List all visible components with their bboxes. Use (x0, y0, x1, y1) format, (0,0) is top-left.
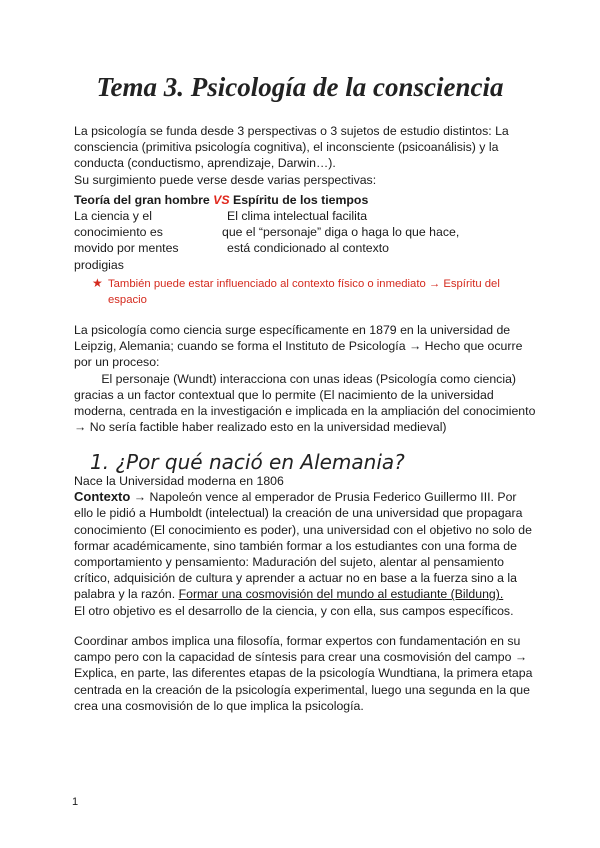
history-line: por un proceso: (74, 355, 160, 370)
comparison-heading (74, 192, 534, 208)
history-line: Leipzig, Alemania; cuando se forma el Instituto de Psicología → Hecho que ocurre (74, 339, 523, 354)
section-body (74, 473, 534, 619)
section-line: comportamiento y pensamiento: Maduración del sujeto, alentar al pensamiento (74, 555, 504, 570)
plain-text: palabra y la razón. (74, 587, 179, 602)
contexto-line (74, 489, 534, 505)
history-line: gracias a un factor contextual que lo permite (El nacimiento de la universidad (74, 387, 494, 402)
section-line-final (74, 586, 534, 602)
history-paragraph (74, 322, 534, 435)
vs-label: VS (213, 193, 230, 207)
conclusion-line: centrada en la creación de la psicología experimental, luego una segunda en la que (74, 682, 530, 697)
conclusion-paragraph (74, 633, 534, 714)
contexto-text: → Napoleón vence al emperador de Prusia Federico Guillermo III. Por (130, 490, 517, 505)
left-column-line: movido por mentes (74, 241, 179, 256)
right-column-line: que el “personaje” diga o haga lo que hace, (222, 225, 460, 240)
page-number: 1 (72, 796, 79, 808)
section-subtitle: Nace la Universidad moderna en 1806 (74, 474, 284, 488)
note-callout (92, 276, 500, 308)
history-line: El personaje (Wundt) interacciona con unas ideas (Psicología como ciencia) (74, 371, 516, 386)
intro-line: consciencia (primitiva psicología cognitiva), el inconsciente (psicoanálisis) y la (74, 140, 499, 155)
history-line: La psicología como ciencia surge específicamente en 1879 en la universidad de (74, 323, 511, 337)
section-line: formar académicamente, sino también formar a los estudiantes con una forma de (74, 538, 517, 553)
left-column-line: La ciencia y el (74, 209, 152, 223)
left-column-line: conocimiento es (74, 225, 163, 240)
comparison-right-column (222, 208, 459, 257)
right-column-line: está condicionado al contexto (227, 241, 390, 256)
comparison-left-column (74, 208, 179, 273)
intro-line: Su surgimiento puede verse desde varias perspectivas: (74, 172, 377, 187)
conclusion-line: Coordinar ambos implica una filosofía, formar expertos con fundamentación en su (74, 634, 521, 648)
conclusion-line: crea una cosmovisión de lo que implica la psicología. (74, 698, 364, 713)
note-line: También puede estar influenciado al contexto físico o inmediato → Espíritu del (108, 278, 500, 290)
right-heading: Espíritu de los tiempos (229, 193, 369, 207)
section-heading: 1. ¿Por qué nació en Alemania? (90, 450, 405, 474)
star-icon: ★ (92, 276, 103, 290)
section-closing: El otro objetivo es el desarrollo de la ciencia, y con ella, sus campos específicos. (74, 603, 514, 618)
section-line: crítico, adquisición de cultura y aprender a actuar no en base a la fuerza sino a la (74, 571, 517, 586)
right-column-line: El clima intelectual facilita (227, 209, 368, 223)
conclusion-line: Explica, en parte, las diferentes etapas de la psicología Wundtiana, la primera etapa (74, 666, 533, 681)
section-line: ello le pidió a Humboldt (intelectual) la creación de una universidad que propagara (74, 506, 523, 521)
intro-line: La psicología se funda desde 3 perspectivas o 3 sujetos de estudio distintos: La (74, 124, 509, 138)
underlined-text: Formar una cosmovisión del mundo al estudiante (Bildung). (178, 587, 504, 602)
conclusion-line: campo pero con la capacidad de síntesis para crear una cosmovisión del campo → (74, 650, 528, 665)
section-line: conocimiento (El conocimiento es poder), una universidad con el objetivo no solo de (74, 522, 532, 537)
note-line: espacio (108, 293, 147, 306)
history-line: moderna, centrada en la investigación e implicada en la ampliación del conocimiento (74, 404, 536, 419)
page-title: Tema 3. Psicología de la consciencia (96, 72, 504, 102)
intro-paragraph (74, 123, 534, 188)
contexto-label: Contexto (74, 489, 131, 505)
left-heading: Teoría del gran hombre (74, 193, 214, 207)
left-column-line: prodigias (74, 257, 124, 272)
history-line: → No sería factible haber realizado esto en la universidad medieval) (74, 420, 447, 435)
intro-line: conducta (conductismo, aprendizaje, Darwin…). (74, 156, 336, 171)
